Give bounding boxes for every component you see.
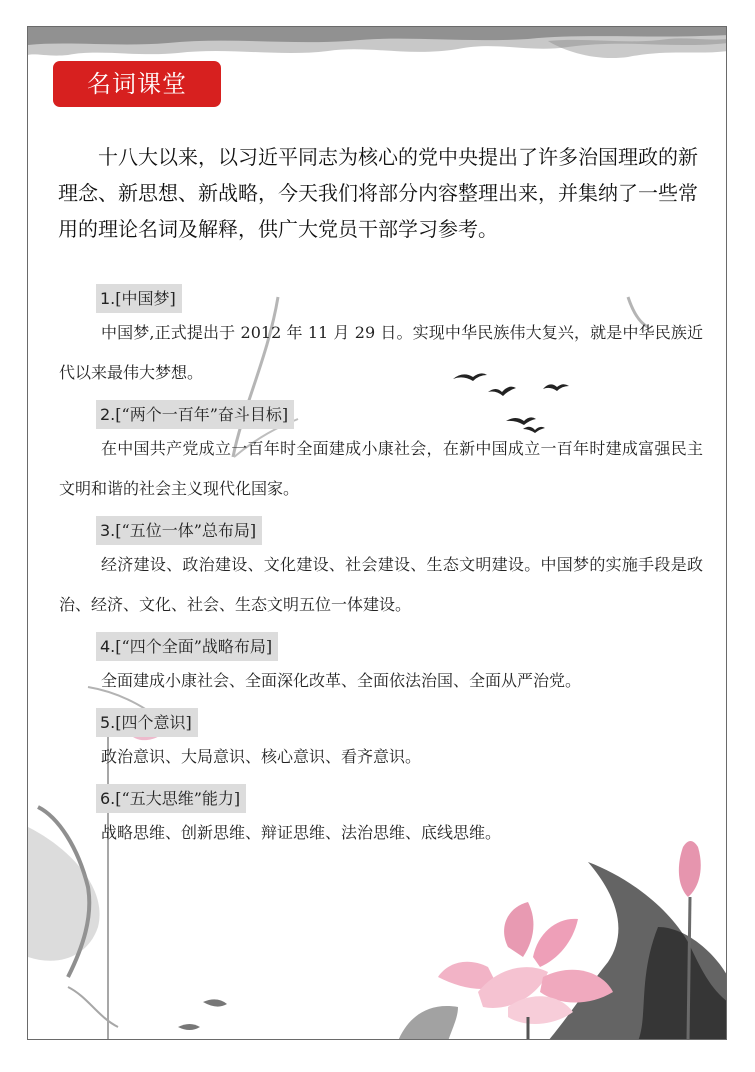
- term-label: [“五位一体”总布局]: [115, 521, 257, 540]
- intro-paragraph: 十八大以来，以习近平同志为核心的党中央提出了许多治国理政的新理念、新思想、新战略，今天我们将部分内容整理出来，并集纳了一些常用的理论名词及解释，供广大党员干部学习参考。: [58, 145, 698, 241]
- right-lotus-painting: [398, 841, 727, 1040]
- glossary-item: [28, 284, 727, 393]
- term-label: [“四个全面”战略布局]: [115, 637, 273, 656]
- ink-fish-icon: [178, 999, 227, 1030]
- term-definition: 经济建设、政治建设、文化建设、社会建设、生态文明建设。中国梦的实施手段是政治、经济、文化、社会、生态文明五位一体建设。: [59, 555, 703, 614]
- glossary-term-heading: [96, 708, 198, 737]
- term-definition: 政治意识、大局意识、核心意识、看齐意识。: [101, 747, 422, 766]
- glossary-item: [28, 516, 727, 625]
- glossary-term-heading: [96, 284, 182, 313]
- term-definition: 中国梦,正式提出于 2012 年 11 月 29 日。实现中华民族伟大复兴，就是中华民族近代以来最伟大梦想。: [59, 323, 703, 382]
- term-label: [“两个一百年”奋斗目标]: [115, 405, 289, 424]
- glossary-term-heading: [96, 784, 246, 813]
- glossary-term-heading: [96, 632, 278, 661]
- term-definition: 全面建成小康社会、全面深化改革、全面依法治国、全面从严治党。: [101, 671, 582, 690]
- term-definition: 在中国共产党成立一百年时全面建成小康社会，在新中国成立一百年时建成富强民主文明和谐的社会主义现代化国家。: [59, 439, 703, 498]
- term-number: 2.: [100, 405, 116, 424]
- glossary-item: [28, 400, 727, 509]
- section-title-badge: 名词课堂: [53, 61, 221, 107]
- term-number: 1.: [100, 289, 116, 308]
- glossary-list: [28, 284, 727, 860]
- term-number: 4.: [100, 637, 116, 656]
- term-label: [“五大思维”能力]: [115, 789, 241, 808]
- term-number: 5.: [100, 713, 116, 732]
- glossary-item: [28, 632, 727, 701]
- glossary-item: [28, 708, 727, 777]
- glossary-term-heading: [96, 516, 262, 545]
- term-label: [中国梦]: [115, 289, 176, 308]
- term-label: [四个意识]: [115, 713, 192, 732]
- glossary-term-heading: [96, 400, 294, 429]
- term-number: 3.: [100, 521, 116, 540]
- glossary-item: [28, 784, 727, 853]
- term-number: 6.: [100, 789, 116, 808]
- document-page: [27, 26, 727, 1040]
- term-definition: 战略思维、创新思维、辩证思维、法治思维、底线思维。: [101, 823, 502, 842]
